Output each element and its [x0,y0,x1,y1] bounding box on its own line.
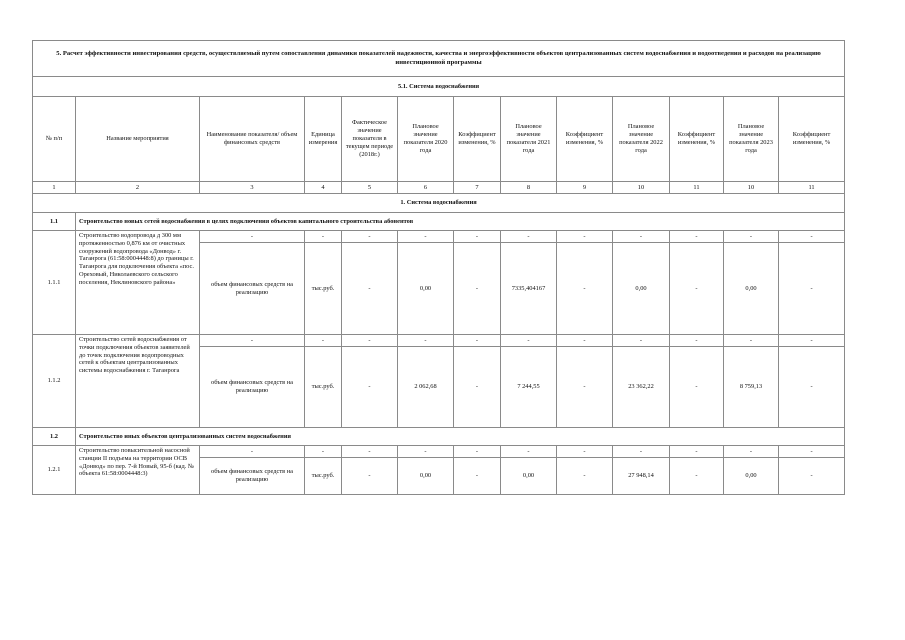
table-cell: - [779,335,845,347]
table-cell: - [670,335,724,347]
column-number: 10 [613,182,670,194]
indicator-name: объем финансовых средств на реализацию [200,458,305,495]
table-cell: - [613,335,670,347]
value-cell: 0,00 [398,458,454,495]
value-cell: 27 948,14 [613,458,670,495]
table-cell: - [557,446,613,458]
table-cell: - [200,231,305,243]
header-row [33,97,845,182]
value-cell: 0,00 [724,243,779,335]
table-cell: - [200,446,305,458]
header-cell: Плановое значение показателя 2022 года [613,97,670,182]
value-cell: - [670,243,724,335]
table-cell: - [557,231,613,243]
unit: тыс.руб. [305,347,342,428]
value-cell: - [342,243,398,335]
value-cell: 23 362,22 [613,347,670,428]
unit: тыс.руб. [305,458,342,495]
group-row [33,213,845,231]
unit: тыс.руб. [305,243,342,335]
value-cell: - [557,243,613,335]
column-number: 9 [557,182,613,194]
row-number: 1.2.1 [33,446,76,495]
header-cell: Коэффициент изменения, % [454,97,501,182]
header-cell: Фактическое значение показателя в текущем периоде (2018г.) [342,97,398,182]
value-cell: - [779,347,845,428]
section-title: 1. Система водоснабжения [33,194,845,213]
table-cell: - [454,446,501,458]
value-cell: 0,00 [613,243,670,335]
value-cell: - [342,458,398,495]
value-cell: - [454,458,501,495]
header-cell: Плановое значение показателя 2021 года [501,97,557,182]
column-numbers-row [33,182,845,194]
column-number: 11 [779,182,845,194]
column-number: 1 [33,182,76,194]
header-cell: Коэффициент изменения, % [779,97,845,182]
table-cell: - [200,335,305,347]
table-cell: - [670,231,724,243]
document-title: 5. Расчет эффективности инвестирования средств, осуществляемый путем сопоставления динамики показателей надежности, качества и энергоэффективности объектов централизованных систем водоснабжения и водоотведения и расходов на реализацию инвестиционной программы [33,41,845,77]
column-number: 11 [670,182,724,194]
table-cell: - [501,335,557,347]
table-cell: - [613,446,670,458]
column-number: 7 [454,182,501,194]
section-row [33,194,845,213]
value-cell: 7 244,55 [501,347,557,428]
table-row [33,231,845,243]
header-cell: Коэффициент изменения, % [557,97,613,182]
table-cell: - [779,446,845,458]
measure-name: Строительство повысительной насосной станции II подъема на территории ОСВ «Донвод» по пер. 7-й Новый, 95-б (кад. № объекта 61:58:0004448:3) [76,446,200,495]
measure-name: Строительство сетей водоснабжения от точки подключения объектов заявителей до точек подключения водопроводных сетей к объектам централизованных системы водоснабжения г. Таганрога [76,335,200,428]
column-number: 4 [305,182,342,194]
column-number: 6 [398,182,454,194]
efficiency-table [32,40,845,495]
table-cell: - [342,335,398,347]
title-row [33,41,845,77]
column-number: 8 [501,182,557,194]
table-cell: - [454,231,501,243]
subtitle-row [33,77,845,97]
header-cell: № п/п [33,97,76,182]
subtitle: 5.1. Система водоснабжения [33,77,845,97]
value-cell: - [454,243,501,335]
header-cell: Плановое значение показателя 2020 года [398,97,454,182]
column-number: 10 [724,182,779,194]
value-cell: - [557,347,613,428]
table-cell: - [305,335,342,347]
table-cell: - [398,231,454,243]
column-number: 5 [342,182,398,194]
value-cell: 8 759,13 [724,347,779,428]
header-cell: Плановое значение показателя 2023 года [724,97,779,182]
column-number: 2 [76,182,200,194]
measure-name: Строительство водопровода д 300 мм протяженностью 0,876 км от очистных сооружений водопровода «Донвод» г. Таганрога (61:58:0004448:8) до границы г. Таганрога для подключения объекта «пос. Ореховый, Николаевского сельского поселения, Неклиновского района» [76,231,200,335]
table-cell: - [454,335,501,347]
value-cell: 2 062,68 [398,347,454,428]
row-number: 1.1.2 [33,335,76,428]
table-cell: - [305,231,342,243]
header-cell: Единица измерения [305,97,342,182]
value-cell: - [670,347,724,428]
table-cell: - [398,335,454,347]
value-cell: 0,00 [398,243,454,335]
table-cell: - [342,446,398,458]
header-cell: Название мероприятия [76,97,200,182]
document-sheet [32,40,844,495]
header-cell: Наименование показателя/ объем финансовых средств [200,97,305,182]
table-cell: - [613,231,670,243]
table-cell: - [342,231,398,243]
table-cell: - [670,446,724,458]
column-number: 3 [200,182,305,194]
group-title: Строительство новых сетей водоснабжения в целях подключения объектов капитального строительства абонентов [76,213,845,231]
group-number: 1.2 [33,428,76,446]
indicator-name: объем финансовых средств на реализацию [200,347,305,428]
value-cell: - [670,458,724,495]
value-cell: - [342,347,398,428]
group-row [33,428,845,446]
row-number: 1.1.1 [33,231,76,335]
value-cell: 7335,404167 [501,243,557,335]
table-row [33,335,845,347]
value-cell: 0,00 [501,458,557,495]
indicator-name: объем финансовых средств на реализацию [200,243,305,335]
table-cell: - [557,335,613,347]
table-cell: - [724,446,779,458]
value-cell: - [779,243,845,335]
group-title: Строительство иных объектов централизованных систем водоснабжения [76,428,845,446]
table-cell: - [398,446,454,458]
table-cell: - [724,335,779,347]
value-cell: - [454,347,501,428]
table-cell: - [305,446,342,458]
value-cell: - [779,458,845,495]
table-cell: - [501,446,557,458]
group-number: 1.1 [33,213,76,231]
table-cell: - [724,231,779,243]
table-row [33,446,845,458]
value-cell: - [557,458,613,495]
table-cell: - [501,231,557,243]
value-cell: 0,00 [724,458,779,495]
header-cell: Коэффициент изменения, % [670,97,724,182]
table-cell: - [779,231,845,243]
